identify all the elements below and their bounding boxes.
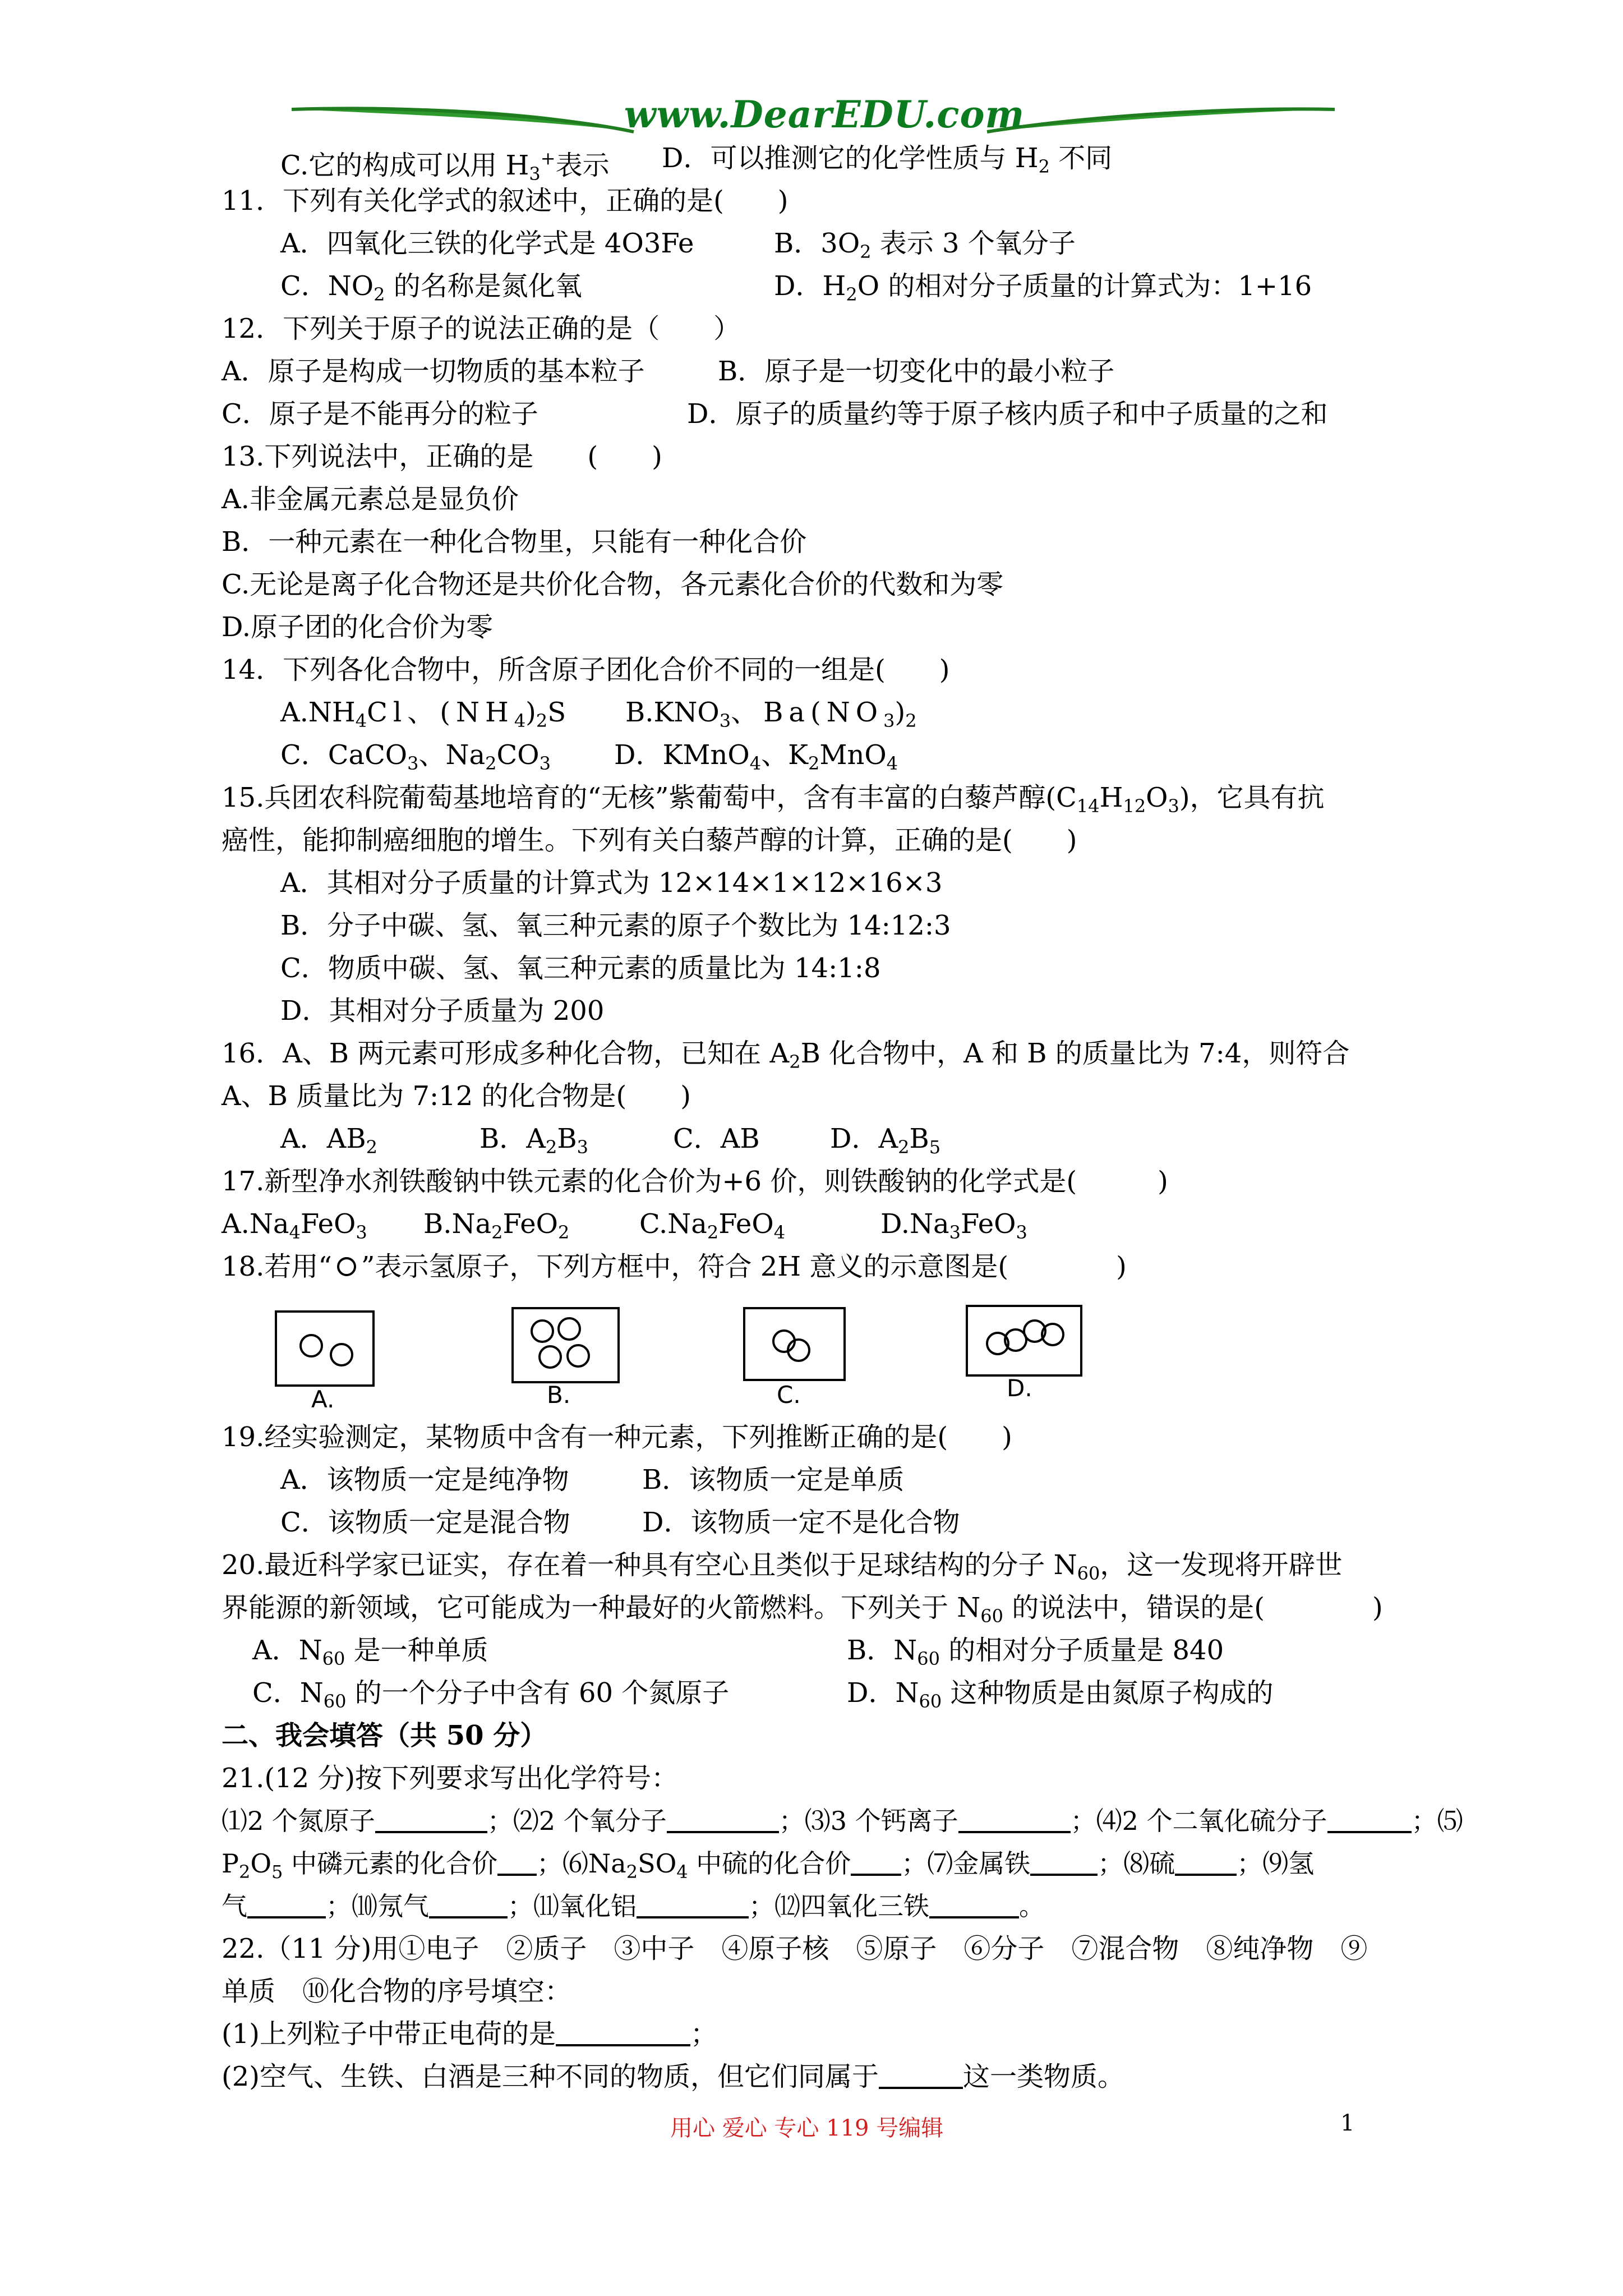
text: 的一个分子中含有 60 个氮原子 [346, 1677, 730, 1709]
q11-stem: 11．下列有关化学式的叙述中，正确的是( ) [222, 185, 789, 217]
q14-option-a [280, 694, 566, 739]
text: B．3O [774, 228, 860, 259]
q17-option-b [423, 1206, 569, 1250]
text: ；⑾氧化铝 [508, 1891, 637, 1921]
q13-option-a: A.非金属元素总是显负价 [222, 484, 519, 515]
subscript: 3 [1168, 795, 1179, 817]
q12-stem: 12．下列关于原子的说法正确的是（ ） [222, 313, 741, 344]
subscript: 3 [356, 1222, 367, 1243]
text: 不同 [1049, 142, 1113, 174]
subscript: 2 [808, 753, 820, 774]
text: ；⑵2 个氧分子 [487, 1806, 667, 1836]
q20-stem-line2 [222, 1590, 1383, 1634]
subscript: 4 [676, 1861, 688, 1883]
subscript: 5 [929, 1137, 941, 1158]
text: B [557, 1123, 577, 1154]
text: ，这一发现将开辟世 [1100, 1549, 1343, 1581]
text: ； [690, 2018, 718, 2050]
q17-stem: 17.新型净水剂铁酸钠中铁元素的化合价为+6 价，则铁酸钠的化学式是( ) [222, 1166, 1168, 1197]
text: ；⑹Na [537, 1848, 626, 1879]
hydrogen-atom-icon [538, 1345, 562, 1369]
answer-blank[interactable] [637, 1892, 749, 1918]
text: D．KMnO [614, 739, 750, 771]
hydrogen-atom-icon [787, 1338, 810, 1362]
diagram-box-c [743, 1307, 846, 1381]
hydrogen-atom-icon [299, 1334, 323, 1358]
q21-stem: 21.(12 分)按下列要求写出化学符号： [222, 1763, 679, 1794]
text: 这种物质是由氮原子构成的 [942, 1677, 1274, 1709]
q17-option-d [880, 1206, 1027, 1250]
text: 16．A、B 两元素可形成多种化合物，已知在 A [222, 1038, 790, 1069]
subscript: 3 [539, 753, 551, 774]
text: B.Na [423, 1208, 492, 1240]
text: 界能源的新领域，它可能成为一种最好的火箭燃料。下列关于 N [222, 1592, 981, 1623]
hydrogen-atom-icon [566, 1344, 590, 1368]
text: C．CaCO [280, 739, 408, 771]
text: B．A [479, 1123, 546, 1154]
q19-stem: 19.经实验测定，某物质中含有一种元素，下列推断正确的是( ) [222, 1421, 1012, 1453]
text: ；⑽氖气 [326, 1891, 429, 1921]
text: ；⑺金属铁 [901, 1848, 1031, 1879]
text: )，它具有抗 [1179, 782, 1325, 813]
text: A.Na [222, 1208, 289, 1240]
answer-blank[interactable] [1030, 1849, 1098, 1876]
text: MnO [819, 739, 887, 771]
q19-option-d: D．该物质一定不是化合物 [642, 1507, 960, 1538]
q16-stem-line1 [222, 1036, 1349, 1080]
subscript: 3 [719, 710, 731, 731]
text: FeO [718, 1208, 774, 1240]
subscript: 2 [485, 753, 497, 774]
text: C.它的构成可以用 H [280, 150, 529, 181]
q20-option-b [847, 1632, 1224, 1677]
hydrogen-atom-icon [330, 1343, 353, 1366]
text: P [222, 1848, 239, 1879]
text: ⑴2 个氮原子 [222, 1806, 375, 1836]
q21-line2 [222, 1846, 1314, 1890]
q11-option-a: A．四氧化三铁的化学式是 4O3Fe [280, 228, 694, 259]
q17-option-a [222, 1206, 367, 1250]
subscript: 5 [271, 1861, 283, 1883]
answer-blank[interactable] [929, 1892, 1019, 1918]
text: 、Na [418, 739, 486, 771]
subscript: 60 [1077, 1563, 1100, 1584]
answer-blank[interactable] [429, 1892, 508, 1918]
q14-option-c [280, 737, 551, 781]
text: ”表示氢原子，下列方框中，符合 2H 意义的示意图是( ) [361, 1251, 1127, 1282]
text: ) [895, 697, 906, 728]
subscript: 2 [545, 1137, 557, 1158]
text: 中硫的化合价 [688, 1848, 851, 1879]
q12-option-a: A．原子是构成一切物质的基本粒子 [222, 356, 645, 387]
subscript: 3 [577, 1137, 588, 1158]
text: O [250, 1848, 272, 1879]
answer-blank[interactable] [851, 1849, 901, 1876]
text: B.KNO [625, 697, 720, 728]
hydrogen-atom-icon [332, 1249, 361, 1285]
q12-option-c: C．原子是不能再分的粒子 [222, 398, 538, 430]
q22-stem-line1: 22.（11 分)用①电子 ②质子 ③中子 ④原子核 ⑤原子 ⑥分子 ⑦混合物 ⑧纯净物 ⑨ [222, 1933, 1368, 1964]
text: O 的相对分子质量的计算式为：1+16 [857, 270, 1312, 302]
diagram-box-d [966, 1305, 1082, 1377]
q17-option-c [639, 1206, 785, 1250]
site-header [292, 93, 1335, 146]
subscript: 3 [529, 163, 541, 185]
text: 、Ba(NO [731, 697, 884, 728]
text: 气 [222, 1891, 247, 1921]
subscript: 14 [1076, 795, 1100, 817]
q19-option-c: C．该物质一定是混合物 [280, 1507, 570, 1538]
hydrogen-atom-icon [1041, 1323, 1064, 1346]
q22-stem-line2: 单质 ⑩化合物的序号填空： [222, 1976, 572, 2007]
q16-option-a [280, 1121, 377, 1165]
text: D．H [774, 270, 846, 302]
q13-option-d: D.原子团的化合价为零 [222, 611, 494, 643]
text: 、K [761, 739, 808, 771]
text: (1)上列粒子中带正电荷的是 [222, 2018, 556, 2050]
text: D.Na [880, 1208, 949, 1240]
subscript: 2 [860, 241, 872, 263]
footer-text: 用心 爱心 专心 119 号编辑 [670, 2115, 944, 2141]
text: 表示 3 个氧分子 [871, 228, 1076, 259]
hydrogen-atom-icon [531, 1319, 554, 1343]
text: 的相对分子质量是 840 [940, 1635, 1224, 1666]
q12-option-b: B．原子是一切变化中的最小粒子 [718, 356, 1115, 387]
subscript: 60 [980, 1605, 1003, 1627]
q15-stem-line1 [222, 780, 1325, 824]
diagram-label-d: D. [1007, 1374, 1032, 1402]
diagram-box-a [275, 1310, 375, 1387]
hydrogen-atom-icon [557, 1317, 581, 1341]
text: C．N [252, 1677, 324, 1709]
text: ；⑿四氧化三铁 [749, 1891, 929, 1921]
q20-option-a [252, 1632, 488, 1677]
subscript: 2 [707, 1222, 719, 1243]
q11-option-b [774, 226, 1076, 270]
text: B．N [847, 1635, 917, 1666]
text: 的名称是氮化氧 [385, 270, 582, 302]
subscript: 2 [536, 710, 548, 731]
text: 表示 [555, 150, 610, 181]
subscript: 60 [323, 1691, 347, 1712]
q22-part1 [222, 2016, 717, 2052]
answer-blank[interactable] [247, 1892, 326, 1918]
subscript: 60 [917, 1648, 940, 1669]
q21-line3 [222, 1888, 1045, 1924]
text: ；⑸ [1411, 1806, 1463, 1836]
q11-option-c [280, 268, 582, 312]
q15-option-c: C．物质中碳、氢、氧三种元素的质量比为 14:1:8 [280, 953, 881, 984]
subscript: 2 [1038, 156, 1050, 177]
text: 的说法中，错误的是( ) [1003, 1592, 1383, 1623]
diagram-label-b: B. [547, 1381, 571, 1409]
text: C.Na [639, 1208, 707, 1240]
text: 中磷元素的化合价 [283, 1848, 498, 1879]
subscript: 60 [322, 1648, 345, 1669]
q16-option-c: C．AB [673, 1123, 760, 1154]
subscript: 2 [626, 1861, 638, 1883]
subscript: 12 [1123, 795, 1146, 817]
q15-option-d: D．其相对分子质量为 200 [280, 995, 605, 1027]
text: 是一种单质 [345, 1635, 488, 1666]
section-heading: 二、我会填答（共 50 分） [222, 1720, 547, 1751]
diagram-label-a: A. [311, 1386, 335, 1413]
text: FeO [961, 1208, 1016, 1240]
q14-option-b [625, 694, 917, 739]
text: C．NO [280, 270, 374, 302]
text: D．可以推测它的化学性质与 H [662, 142, 1039, 174]
q19-option-a: A．该物质一定是纯净物 [280, 1464, 569, 1496]
text: B 化合物中，A 和 B 的质量比为 7:4，则符合 [800, 1038, 1350, 1069]
subscript: 4 [886, 753, 898, 774]
subscript: 2 [789, 1051, 801, 1073]
answer-blank[interactable] [1327, 1806, 1412, 1833]
q19-option-b: B．该物质一定是单质 [642, 1464, 905, 1496]
text: D．N [847, 1677, 919, 1709]
text: CO [496, 739, 540, 771]
text: 20.最近科学家已证实，存在着一种具有空心且类似于足球结构的分子 N [222, 1549, 1077, 1581]
q16-option-b [479, 1121, 588, 1165]
q12-option-d: D．原子的质量约等于原子核内质子和中子质量的之和 [687, 398, 1328, 430]
text: H [1099, 782, 1123, 813]
superscript: + [540, 148, 556, 169]
answer-blank[interactable] [667, 1806, 779, 1833]
q20-option-c [252, 1675, 729, 1719]
text: A．AB [280, 1123, 366, 1154]
q21-line1 [222, 1803, 1463, 1839]
subscript: 2 [366, 1137, 377, 1158]
text: ；⑶3 个钙离子 [778, 1806, 958, 1836]
q14-option-d [614, 737, 898, 781]
answer-blank[interactable] [497, 1849, 537, 1876]
text: S [547, 697, 566, 728]
answer-blank[interactable] [958, 1806, 1071, 1833]
subscript: 3 [407, 753, 419, 774]
text: 15.兵团农科院葡萄基地培育的“无核”紫葡萄中，含有丰富的白藜芦醇(C [222, 782, 1077, 813]
text: 。 [1019, 1891, 1045, 1921]
subscript: 4 [773, 1222, 786, 1243]
q20-stem-line1 [222, 1547, 1342, 1591]
q15-stem-line2: 癌性，能抑制癌细胞的增生。下列有关白藜芦醇的计算，正确的是( ) [222, 825, 1077, 856]
q14-stem: 14．下列各化合物中，所含原子团化合价不同的一组是( ) [222, 654, 950, 685]
subscript: 2 [898, 1137, 910, 1158]
q20-option-d [847, 1675, 1273, 1719]
page-number: 1 [1340, 2110, 1355, 2136]
text: FeO [300, 1208, 356, 1240]
subscript: 3 [949, 1222, 961, 1243]
q22-part2 [222, 2059, 1124, 2095]
text: D．A [830, 1123, 898, 1154]
text: FeO [502, 1208, 558, 1240]
q13-option-b: B．一种元素在一种化合物里，只能有一种化合价 [222, 526, 807, 558]
text: Cl、(NH [367, 697, 514, 728]
text: ；⑼氢 [1237, 1848, 1315, 1879]
q13-option-c: C.无论是离子化合物还是共价化合物，各元素化合价的代数和为零 [222, 569, 1004, 600]
text: A.NH [280, 697, 356, 728]
q16-option-d [830, 1121, 940, 1165]
diagram-label-c: C. [777, 1381, 801, 1409]
text: 18.若用“ [222, 1251, 332, 1282]
subscript: 2 [557, 1222, 570, 1243]
subscript: 2 [491, 1222, 503, 1243]
subscript: 60 [919, 1691, 942, 1712]
q11-option-d [774, 268, 1312, 312]
text: ；⑷2 个二氧化硫分子 [1070, 1806, 1327, 1836]
text: SO [638, 1848, 677, 1879]
answer-blank[interactable] [375, 1806, 487, 1833]
subscript: 4 [355, 710, 367, 731]
text: A．N [252, 1635, 322, 1666]
subscript: 3 [883, 710, 895, 731]
text: O [1146, 782, 1168, 813]
q18-stem [222, 1249, 1127, 1285]
q10-option-d [662, 140, 1112, 185]
text: (2)空气、生铁、白酒是三种不同的物质，但它们同属于 [222, 2061, 879, 2092]
text: B [909, 1123, 929, 1154]
subscript: 2 [374, 284, 385, 305]
subscript: 4 [514, 710, 526, 731]
subscript: 4 [289, 1222, 301, 1243]
subscript: 2 [846, 284, 857, 305]
subscript: 4 [749, 753, 762, 774]
answer-blank[interactable] [879, 2062, 963, 2089]
subscript: 2 [238, 1861, 251, 1883]
subscript: 2 [905, 710, 917, 731]
text: ；⑻硫 [1098, 1848, 1175, 1879]
q13-stem: 13.下列说法中，正确的是 ( ) [222, 441, 662, 472]
q15-option-b: B．分子中碳、氢、氧三种元素的原子个数比为 14:12:3 [280, 910, 951, 941]
site-logo-text: www.DearEDU.com [624, 93, 1025, 136]
diagram-box-b [511, 1307, 620, 1383]
q16-stem-line2: A、B 质量比为 7:12 的化合物是( ) [222, 1080, 691, 1112]
subscript: 3 [1016, 1222, 1027, 1243]
answer-blank[interactable] [1175, 1849, 1237, 1876]
text: ) [525, 697, 536, 728]
text: 这一类物质。 [963, 2061, 1125, 2092]
answer-blank[interactable] [556, 2019, 690, 2046]
q15-option-a: A．其相对分子质量的计算式为 12×14×1×12×16×3 [280, 867, 943, 899]
